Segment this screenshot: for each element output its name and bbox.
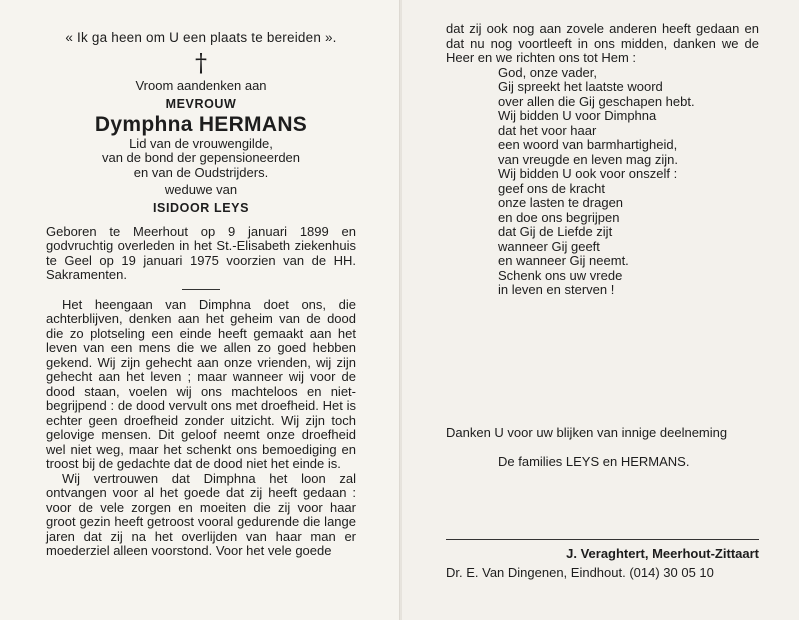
husband-name: ISIDOOR LEYS (152, 200, 250, 215)
prayer-line: onze lasten te dragen (498, 195, 624, 210)
deceased-name: Dymphna HERMANS (94, 112, 308, 136)
widow-of: weduwe van (164, 182, 238, 198)
birth-text: Geboren te Meerhout op 9 januari 1899 en godvruchtig overleden in het St.-Elisabeth ziekenhuis te Geel op 19 januari 1975 voorzien van de HH. Sakramenten. (46, 223, 356, 283)
right-page (402, 0, 799, 620)
role-line: Lid van de vrouwengilde, (129, 135, 273, 151)
divider (182, 289, 220, 290)
prayer-line: en wanneer Gij neemt. (498, 253, 629, 268)
families-signature: De families LEYS en HERMANS. (498, 454, 690, 469)
prayer-line: dat Gij de Liefde zijt (498, 224, 613, 239)
body-text (46, 298, 356, 559)
cross-icon: † (195, 49, 207, 77)
prayer (498, 66, 759, 298)
prayer-line: over allen die Gij geschapen hebt. (498, 93, 695, 109)
prayer-line: dat het voor haar (498, 122, 597, 138)
roles-block (46, 137, 356, 181)
prayer-line: geef ons de kracht (498, 180, 605, 196)
motto: « Ik ga heen om U een plaats te bereiden ». (65, 30, 337, 45)
role-line: en van de Oudstrijders. (133, 164, 269, 180)
role-line: van de bond der gepensioneerden (101, 150, 301, 166)
continuation-block (446, 22, 759, 66)
prayer-line: in leven en sterven ! (498, 282, 615, 297)
printer-line-1: J. Veraghtert, Meerhout-Zittaart (566, 546, 759, 561)
prayer-line: Wij bidden U ook voor onszelf : (498, 166, 678, 181)
memory-line: Vroom aandenken aan (135, 78, 267, 93)
title-mevrouw: MEVROUW (165, 96, 237, 111)
prayer-line: Schenk ons uw vrede (498, 267, 623, 283)
prayer-line: Gij spreekt het laatste woord (498, 79, 663, 94)
prayer-line: wanneer Gij geeft (498, 238, 600, 254)
prayer-line: en doe ons begrijpen (498, 209, 620, 225)
continuation-text: dat zij ook nog aan zovele anderen heeft gedaan en dat nu nog voortleeft in ons midden, danken we de Heer en we richten ons tot Hem : (446, 21, 759, 65)
prayer-line: Wij bidden U voor Dimphna (498, 108, 657, 123)
prayer-line: God, onze vader, (498, 64, 598, 80)
prayer-line: een woord van barmhartigheid, (498, 137, 678, 152)
printer-divider (446, 539, 759, 540)
paragraph-2: Wij vertrouwen dat Dimphna het loon zal ontvangen voor al het goede dat zij heeft gedaan : voor de vele zorgen en moeiten die zij voor haar groot gezin heeft getroost vooral gedurende die lange jaren dat zij na het overlijden van haar man er moederziel alleen voorstond. Voor het vele goede (46, 470, 356, 559)
thanks-text: Danken U voor uw blijken van innige deelneming (446, 424, 728, 440)
paragraph-1: Het heengaan van Dimphna doet ons, die achterblijven, denken aan het geheim van de dood die zo plotseling een einde heeft gemaakt aan het leven van een mens die we allen zo goed hebben gekend. Wij zijn gehecht aan onze vrienden, wij zijn gehecht aan het leven ; maar wanneer wij voor de dood staan, voelen wij ons machteloos en niet-begrijpend : de dood vervult ons met droefheid. Het is echter geen droefheid zonder uitzicht. Wij zijn toch gelovige mensen. Dit geloof neemt onze droefheid wel niet weg, maar het schenkt ons bemoediging en troost bij de gedachte dat de dood niet het einde is. (46, 296, 356, 472)
birth-paragraph (46, 225, 356, 283)
prayer-line: van vreugde en leven mag zijn. (498, 151, 678, 167)
printer-line-2: Dr. E. Van Dingenen, Eindhout. (014) 30 05 10 (446, 565, 714, 580)
